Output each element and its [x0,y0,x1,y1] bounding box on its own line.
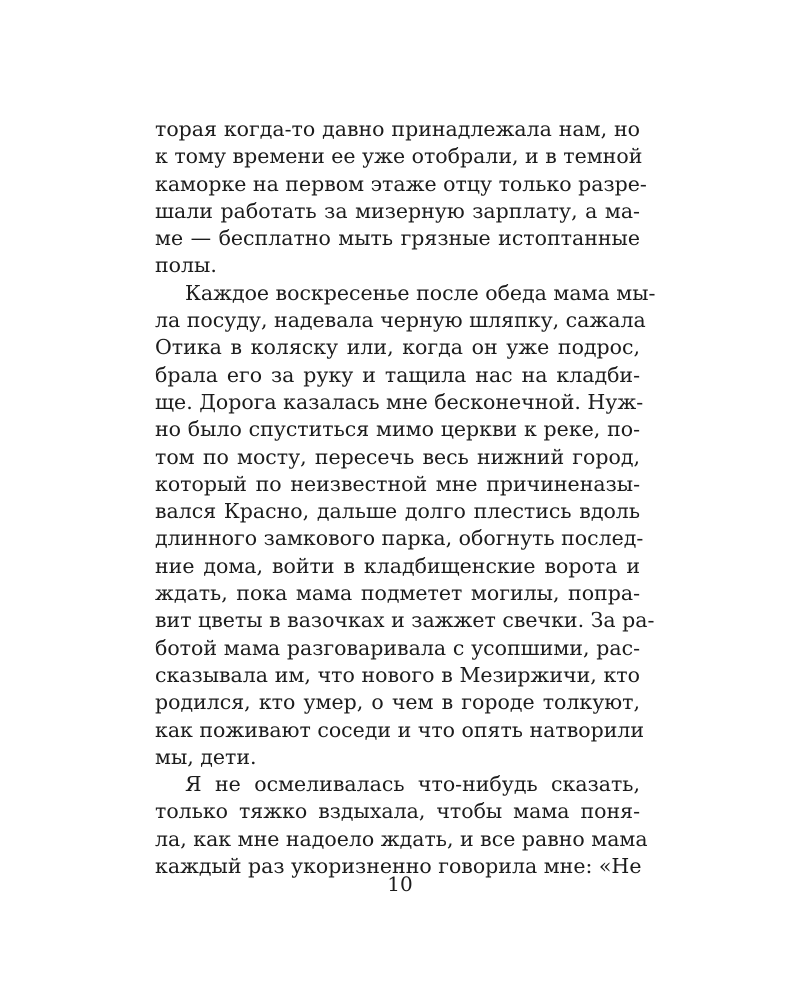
page-number: 10 [387,872,413,896]
text-line: ще. Дорога казалась мне бесконечной. Нуж- [155,389,644,414]
text-line: Отика в коляску или, когда он уже подрос, [155,335,640,360]
text-line: каморке на первом этаже отцу только разре- [155,171,647,196]
text-line: длинного замкового парка, обогнуть послед- [155,526,644,551]
text-line: ботой мама разговаривала с усопшими, рас- [155,635,640,660]
text-line: который по неизвестной мне причиненазы- [155,471,640,496]
text-line: мы, дети. [155,744,257,769]
paragraph [155,280,656,771]
text-line: шали работать за мизерную зарплату, а ма- [155,198,640,223]
paragraph [155,771,648,880]
text-line: ждать, пока мама подметет могилы, попра- [155,581,640,606]
text-line: вался Красно, дальше долго плестись вдоль [155,499,640,524]
text-line: но было спуститься мимо церкви к реке, по- [155,417,640,442]
text-line: торая когда-то давно принадлежала нам, но [155,117,640,141]
text-line: как поживают соседи и что опять натворили [155,717,645,742]
text-line: родился, кто умер, о чем в городе толкуют, [155,690,640,715]
text-line: вит цветы в вазочках и зажжет свечки. За ра- [155,608,655,633]
page-text-block [155,116,656,880]
text-line: Каждое воскресенье после обеда мама мы- [185,280,656,305]
text-line: сказывала им, что нового в Мезиржичи, кто [155,662,640,687]
text-line: ме — бесплатно мыть грязные истоптанные [155,226,640,251]
text-line: каждый раз укоризненно говорила мне: «Не [155,854,642,879]
text-line: к тому времени ее уже отобрали, и в темной [155,144,643,169]
paragraph [155,116,647,280]
text-line: ние дома, войти в кладбищенские ворота и [155,553,640,578]
text-line: Я не осмеливалась что-нибудь сказать, [185,772,640,797]
text-line: ла посуду, надевала черную шляпку, сажала [155,308,646,333]
text-line: только тяжко вздыхала, чтобы мама поня- [155,799,640,824]
text-line: ла, как мне надоело ждать, и все равно мама [155,826,648,851]
text-line: полы. [155,253,217,278]
text-line: том по мосту, пересечь весь нижний город, [155,444,640,469]
text-line: брала его за руку и тащила нас на кладби- [155,362,640,387]
